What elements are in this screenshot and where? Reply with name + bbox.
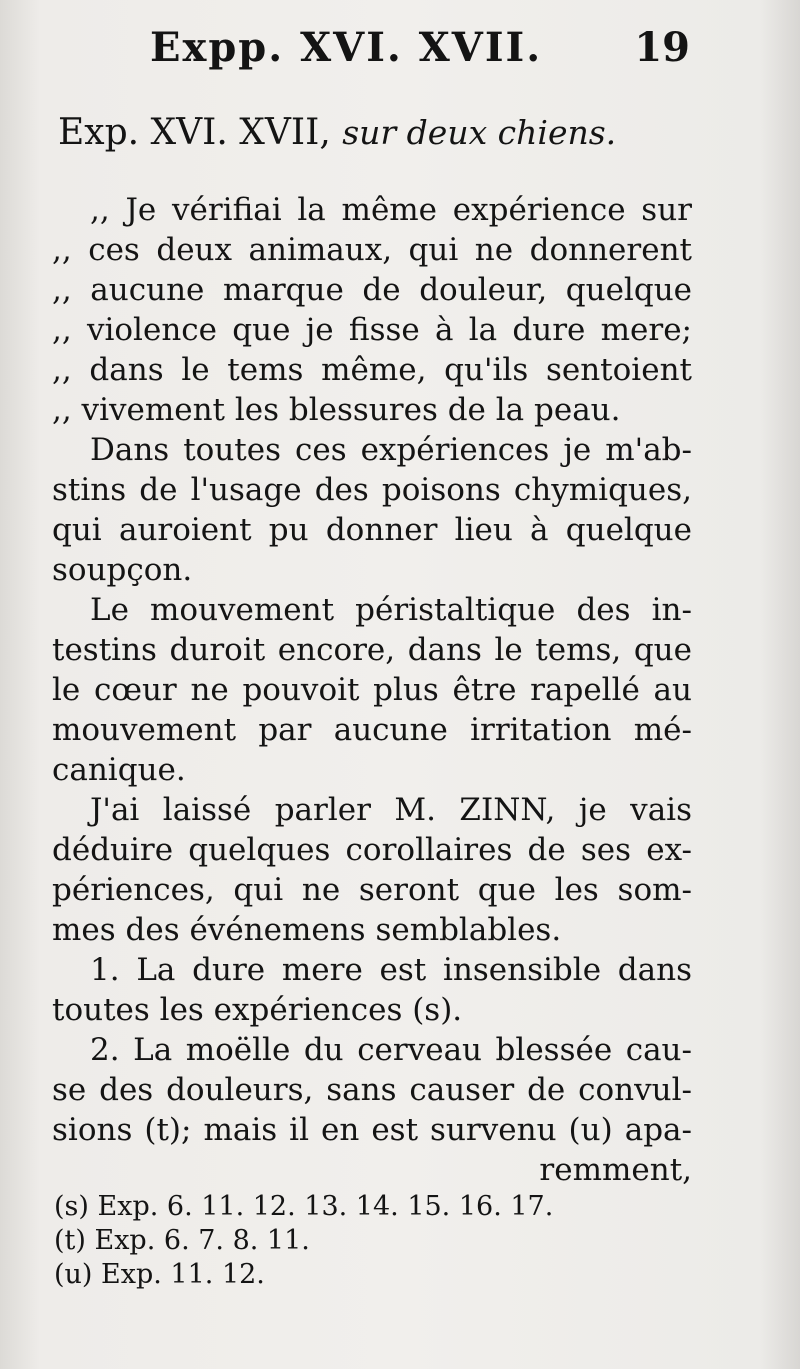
- text-line: ,, aucune marque de douleur, quelque: [52, 272, 692, 308]
- text-line: stins de l'usage des poisons chymiques,: [52, 472, 692, 508]
- text-line: Le mouvement péristaltique des in-: [90, 592, 692, 628]
- text-line: Dans toutes ces expériences je m'ab-: [90, 432, 692, 468]
- text-line: canique.: [52, 752, 186, 788]
- text-line: ,, vivement les blessures de la peau.: [52, 392, 621, 428]
- text-line: périences, qui ne seront que les som-: [52, 872, 692, 908]
- text-line: ,, dans le tems même, qu'ils sentoient: [52, 352, 692, 388]
- text-line: ,, ces deux animaux, qui ne donnerent: [52, 232, 692, 268]
- body-text: [52, 190, 692, 1190]
- text-line: le cœur ne pouvoit plus être rapellé au: [52, 672, 692, 708]
- paragraph: [52, 590, 692, 790]
- footnote: (u) Exp. 11. 12.: [54, 1259, 265, 1290]
- section-heading: [58, 112, 698, 153]
- heading-label: Exp. XVI. XVII,: [58, 112, 331, 153]
- text-line: mouvement par aucune irritation mé-: [52, 712, 692, 748]
- paragraph: [52, 950, 692, 1030]
- text-line: qui auroient pu donner lieu à quelque: [52, 512, 692, 548]
- paragraph: [52, 430, 692, 590]
- heading-italic: sur deux chiens.: [342, 113, 617, 152]
- page-number: 19: [634, 24, 690, 71]
- running-head-title: Expp. XVI. XVII.: [150, 24, 543, 71]
- text-line: déduire quelques corollaires de ses ex-: [52, 832, 692, 868]
- text-line: J'ai laissé parler M. ZINN, je vais: [90, 792, 692, 828]
- running-head: [150, 24, 690, 74]
- footnotes: [54, 1190, 694, 1292]
- text-line: toutes les expériences (s).: [52, 992, 463, 1028]
- text-line: mes des événemens semblables.: [52, 912, 562, 948]
- text-line: 2. La moëlle du cerveau blessée cau-: [90, 1032, 692, 1068]
- text-line: sions (t); mais il en est survenu (u) apa-: [52, 1112, 692, 1148]
- text-line: testins duroit encore, dans le tems, que: [52, 632, 692, 668]
- text-line: remment,: [539, 1152, 692, 1188]
- text-line: ,, violence que je fisse à la dure mere;: [52, 312, 692, 348]
- paragraph: [52, 790, 692, 950]
- text-line: soupçon.: [52, 552, 193, 588]
- paragraph: [52, 190, 692, 430]
- text-line: 1. La dure mere est insensible dans: [90, 952, 692, 988]
- paragraph: [52, 1030, 692, 1190]
- text-line: se des douleurs, sans causer de convul-: [52, 1072, 692, 1108]
- footnote: (t) Exp. 6. 7. 8. 11.: [54, 1225, 310, 1256]
- footnote: (s) Exp. 6. 11. 12. 13. 14. 15. 16. 17.: [54, 1191, 554, 1222]
- text-line: ,, Je vérifiai la même expérience sur: [90, 192, 692, 228]
